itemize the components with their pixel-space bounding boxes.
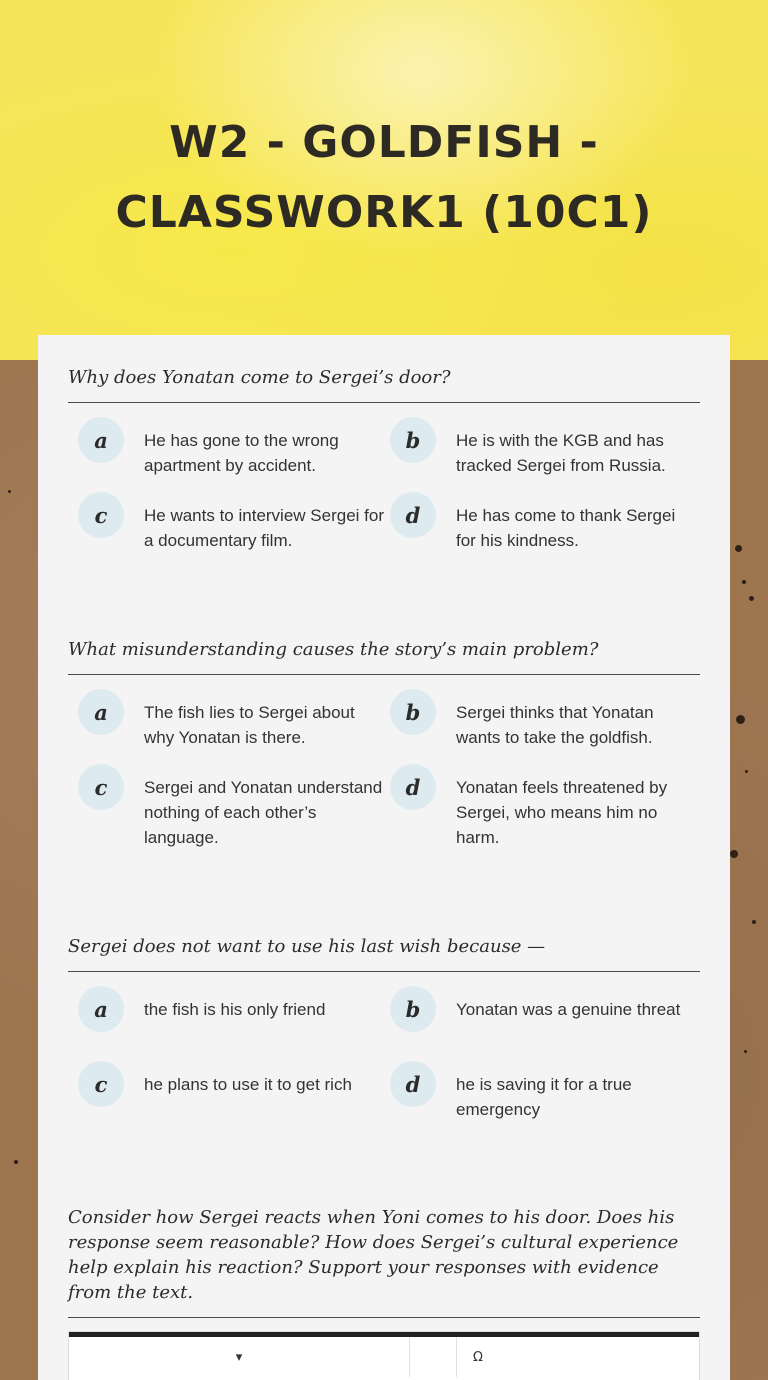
- option-letter: d: [390, 1061, 436, 1107]
- option-letter: c: [78, 492, 124, 538]
- question-text: What misunderstanding causes the story’s main problem?: [68, 637, 700, 675]
- option-text: He has gone to the wrong apartment by accident.: [144, 431, 339, 475]
- question-text: Why does Yonatan come to Sergei’s door?: [68, 365, 700, 403]
- option-text: Yonatan was a genuine threat: [456, 1000, 681, 1019]
- option-text: He is with the KGB and has tracked Sergei from Russia.: [456, 431, 666, 475]
- option-letter: a: [78, 689, 124, 735]
- option-text: Yonatan feels threatened by Sergei, who means him no harm.: [456, 778, 668, 847]
- option-text: Sergei thinks that Yonatan wants to take the goldfish.: [456, 703, 654, 747]
- question-text: Sergei does not want to use his last wish because —: [68, 934, 700, 972]
- option-letter: c: [78, 764, 124, 810]
- option-text: the fish is his only friend: [144, 1000, 326, 1019]
- option-letter: a: [78, 986, 124, 1032]
- option-text: Sergei and Yonatan understand nothing of each other’s language.: [144, 778, 383, 847]
- option-letter: b: [390, 689, 436, 735]
- option-letter: b: [390, 986, 436, 1032]
- question-1: [68, 365, 700, 403]
- question-2: [68, 637, 700, 675]
- worksheet-card: [38, 335, 730, 1380]
- option-text: he plans to use it to get rich: [144, 1075, 352, 1094]
- option-letter: b: [390, 417, 436, 463]
- option-text: The fish lies to Sergei about why Yonatan is there.: [144, 703, 355, 747]
- header-banner: [0, 0, 768, 360]
- question-text: Consider how Sergei reacts when Yoni comes to his door. Does his response seem reasonable? How does Sergei’s cultural experience help explain his reaction? Support your responses with evidence from the text.: [68, 1205, 700, 1318]
- option-text: he is saving it for a true emergency: [456, 1075, 632, 1119]
- question-3: [68, 934, 700, 972]
- caret-down-icon: ▾: [235, 1349, 243, 1365]
- option-letter: c: [78, 1061, 124, 1107]
- omega-icon: Ω: [473, 1349, 483, 1365]
- response-editor[interactable]: [68, 1331, 700, 1380]
- option-text: He wants to interview Sergei for a documentary film.: [144, 506, 384, 550]
- question-4: [68, 1205, 700, 1318]
- worksheet-title: W2 - GOLDFISH - CLASSWORK1 (10C1): [115, 117, 653, 238]
- format-dropdown[interactable]: [69, 1337, 409, 1377]
- option-letter: d: [390, 492, 436, 538]
- special-character-button[interactable]: [457, 1337, 499, 1377]
- option-letter: a: [78, 417, 124, 463]
- option-letter: d: [390, 764, 436, 810]
- toolbar-blank-button[interactable]: [410, 1337, 456, 1377]
- option-text: He has come to thank Sergei for his kindness.: [456, 506, 676, 550]
